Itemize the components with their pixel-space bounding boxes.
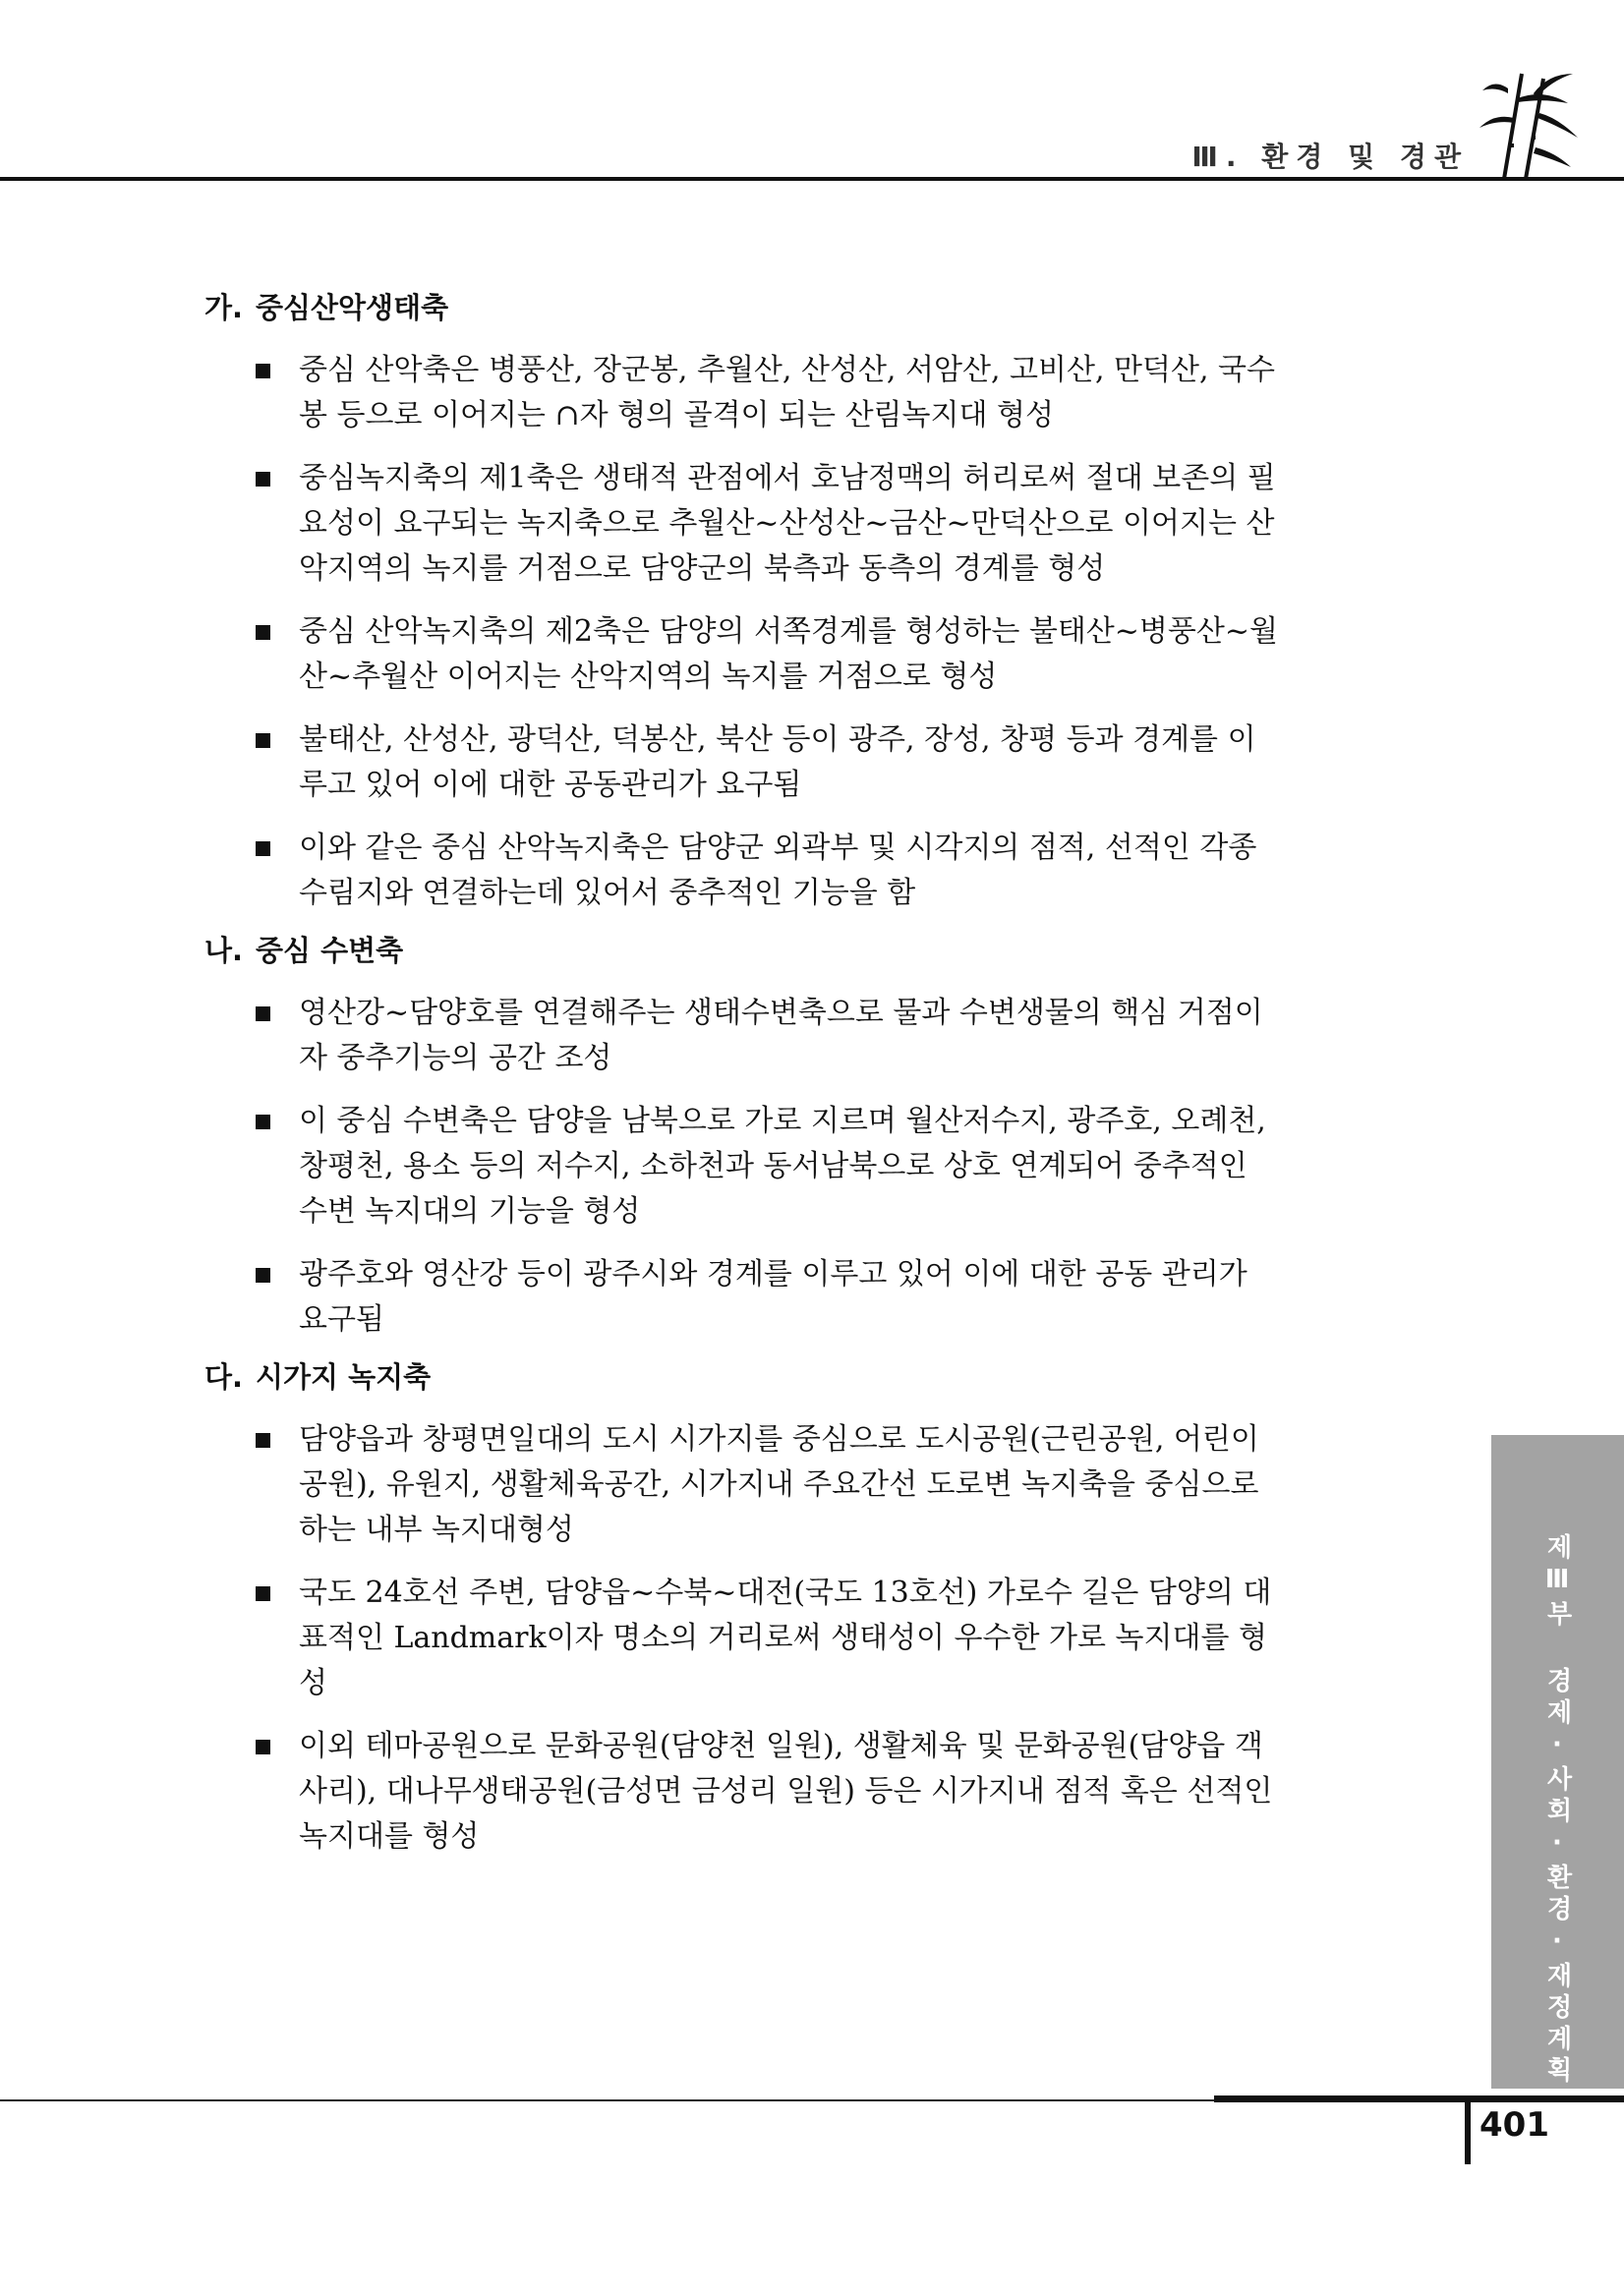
footer-rule — [0, 2099, 1214, 2101]
side-tab-label: 제Ⅲ부 경제·사회·환경·재정계획 — [1542, 1533, 1572, 2088]
bullet-item: 영산강~담양호를 연결해주는 생태수변축으로 물과 수변생물의 핵심 거점이자 중추기능의 공간 조성 — [204, 991, 1278, 1081]
bullet-item: 담양읍과 창평면일대의 도시 시가지를 중심으로 도시공원(근린공원, 어린이공원), 유원지, 생활체육공간, 시가지내 주요간선 도로변 녹지축을 중심으로 하는 내부 녹지대형성 — [204, 1417, 1278, 1553]
bamboo-icon — [1475, 69, 1583, 182]
bullet-item: 중심녹지축의 제1축은 생태적 관점에서 호남정맥의 허리로써 절대 보존의 필요성이 요구되는 녹지축으로 추월산~산성산~금산~만덕산으로 이어지는 산악지역의 녹지를 거점으로 담양군의 북측과 동측의 경계를 형성 — [204, 456, 1278, 592]
section-na — [204, 928, 1266, 1343]
section-title: 나. 중심 수변축 — [204, 934, 404, 967]
page-number-bar — [1465, 2095, 1471, 2164]
bullet-item: 불태산, 산성산, 광덕산, 덕봉산, 북산 등이 광주, 장성, 창평 등과 경계를 이루고 있어 이에 대한 공동관리가 요구됨 — [204, 718, 1278, 808]
bullet-item: 광주호와 영산강 등이 광주시와 경계를 이루고 있어 이에 대한 공동 관리가 요구됨 — [204, 1252, 1278, 1343]
section-da — [204, 1354, 1273, 1860]
section-title: 다. 시가지 녹지축 — [204, 1360, 432, 1394]
bullet-item: 국도 24호선 주변, 담양읍~수북~대전(국도 13호선) 가로수 길은 담양의 대표적인 Landmark이자 명소의 거리로써 생태성이 우수한 가로 녹지대를 형성 — [204, 1571, 1278, 1706]
bullet-item: 중심 산악축은 병풍산, 장군봉, 추월산, 산성산, 서암산, 고비산, 만덕산, 국수봉 등으로 이어지는 ∩자 형의 골격이 되는 산림녹지대 형성 — [204, 348, 1278, 438]
header-rule — [0, 177, 1624, 181]
footer-rule-thick — [1214, 2095, 1624, 2102]
bullet-item: 이와 같은 중심 산악녹지축은 담양군 외곽부 및 시각지의 점적, 선적인 각종 수림지와 연결하는데 있어서 중추적인 기능을 함 — [204, 826, 1278, 916]
chapter-title: Ⅲ. 환경 및 경관 — [1191, 141, 1469, 173]
bullet-item: 중심 산악녹지축의 제2축은 담양의 서쪽경계를 형성하는 불태산~병풍산~월산~추월산 이어지는 산악지역의 녹지를 거점으로 형성 — [204, 609, 1278, 700]
page-number: 401 — [1479, 2105, 1549, 2145]
bullet-item: 이 중심 수변축은 담양을 남북으로 가로 지르며 월산저수지, 광주호, 오례천, 창평천, 용소 등의 저수지, 소하천과 동서남북으로 상호 연계되어 중추적인 수변 녹지대의 기능을 형성 — [204, 1099, 1278, 1234]
main-content — [204, 285, 1278, 1871]
section-title: 가. 중심산악생태축 — [204, 291, 449, 324]
chapter-side-tab — [1491, 1435, 1624, 2089]
bullet-item: 이외 테마공원으로 문화공원(담양천 일원), 생활체육 및 문화공원(담양읍 객사리), 대나무생태공원(금성면 금성리 일원) 등은 시가지내 점적 혹은 선적인 녹지대를 형성 — [204, 1724, 1278, 1860]
section-ga — [204, 285, 1278, 916]
